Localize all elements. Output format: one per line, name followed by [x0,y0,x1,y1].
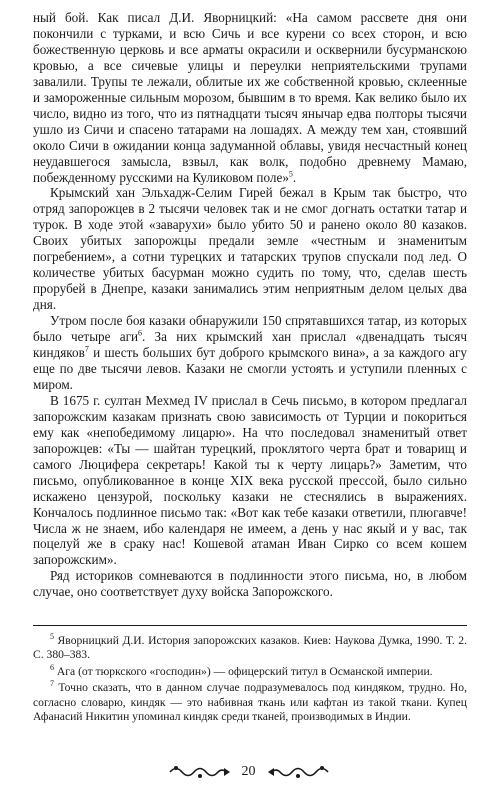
footnotes [33,634,467,726]
footnote-7: $^7$ Точно сказать, что в данном случае подразумевалось под киндяком, трудно. Но, согласно словарю, киндяк — это набивная ткань или кафтан из такой ткани. Купец Афанасий Никитин упоминал киндяк среди тканей, производимых в Индии. [33,679,467,724]
main-text [33,10,467,600]
paragraph-1: ный бой. Как писал Д.И. Яворницкий: «На самом рассвете дня они покончили с турками, и всю Сичь и все курени со всех сторон, и всю божественную церковь и все арматы окрасили и осквернили бусурманскою кровью, а все сичевые улицы и переулки неприятельскими трупами завалили. Трупы те лежали, облитые их же собственной кровью, склеенные и замороженные сильным морозом, бывшим в то время. Как велико было их число, видно из того, что из пятнадцати тысяч янычар едва полторы тысячи ушло из Сичи и спасено татарами на лошадях. А между тем хан, стоявший около Сичи в ожидании конца задуманной облавы, увидя несчастный конец неудавшегося замысла, взвыл, как волк, подобно древнему Мамаю, побежденному русскими на Куликовом поле»$^5$. [33,10,467,185]
footnote-6: $^6$ Ага (от тюркского «господин») — офицерский титул в Османской империи. [50,662,433,678]
scroll-ornament-left-icon [168,763,232,781]
footnote-ref-6[interactable]: 6 [138,328,143,338]
paragraph-2: Крымский хан Эльхадж-Селим Гирей бежал в Крым так быстро, что отряд запорожцев в 2 тысячи человек так и не смог догнать остатки татар и турок. В ходе этой «заварухи» было убито 50 и ранено около 80 казаков. Своих убитых запорожцы предали земле «честным и знаменитым погребением», а сотни турецких и татарских трупов спускали под лед. О количестве убитых басурман можно судить по тому, что, сделав шесть прорубей в Днепре, казаки занимались этим неприятным делом целых два дня. [33,185,467,313]
paragraph-4: В 1675 г. султан Мехмед IV прислал в Сечь письмо, в котором предлагал запорожским казакам признать свою зависимость от Турции и покориться ему как «непобедимому лицарю». На что последовал знаменитый ответ запорожцев: «Ты — шайтан турецкий, проклятого черта брат и товарищ и самого Люцифера секретарь! Какой ты к черту лицарь?» Заметим, что письмо, опубликованное в конце XIX века русской прессой, было сильно искажено цензурой, поскольку казаки не стеснялись в выражениях. Кончалось подлинное письмо так: «Вот как тебе казаки ответили, плюгавче! Числа ж не знаем, ибо календаря не имеем, а день у нас якый и у вас, так поцелуй же в сраку нас! Кошевой атаман Иван Сирко со всем кошем запорожским». [33,392,467,568]
paragraph-5: Ряд историков сомневаются в подлинности этого письма, но, в любом случае, оно соответствует духу войска Запорожского. [33,568,467,600]
footnote-divider [33,625,467,626]
footnote-ref-5[interactable]: 5 [288,169,293,179]
footnote-5: $^5$ Яворницкий Д.И. История запорожских казаков. Киев: Наукова Думка, 1990. Т. 2. С. 380–383. [33,632,467,662]
scroll-ornament-right-icon [266,763,330,781]
paragraph-3: Утром после боя казаки обнаружили 150 спрятавшихся татар, из которых было четыре аги$^6$. За них крымский хан прислал «двенадцать тысяч киндяков$^7$ и шесть больших бут доброго крымского вина», а за каждого агу еще по две тысячи левов. Казаки не смогли устоять и уступили пленных с миром. [33,313,467,392]
footnote-ref-7[interactable]: 7 [84,344,89,354]
page-footer [0,760,497,784]
page-number: 20 [241,764,256,779]
